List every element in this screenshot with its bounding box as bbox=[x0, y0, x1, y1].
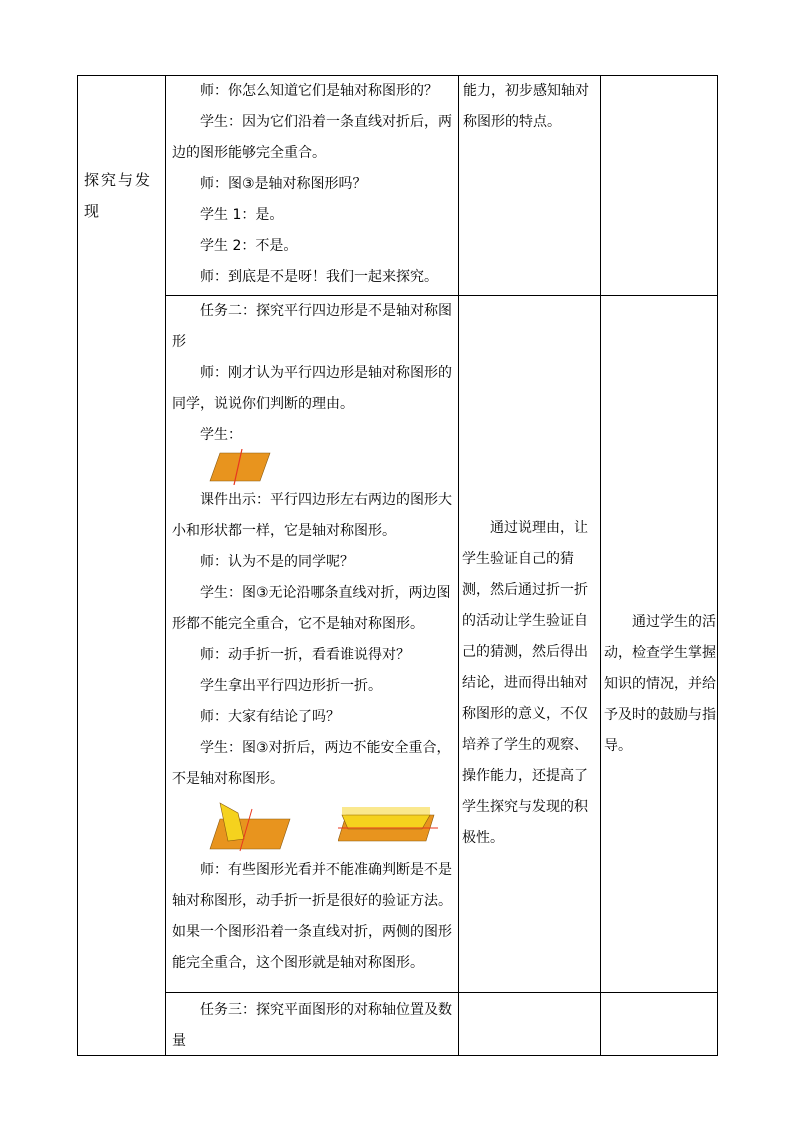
folding-figures bbox=[172, 795, 454, 855]
parallelogram-with-axis-icon bbox=[208, 449, 272, 485]
parallelogram-figure bbox=[172, 451, 454, 485]
column-divider bbox=[458, 75, 459, 1056]
dialogue-line: 学生： bbox=[200, 427, 242, 443]
evaluation-text: 通过学生的活动，检查学生掌握知识的情况，并给予及时的鼓励与指导。 bbox=[604, 614, 716, 754]
row1-design-intent bbox=[463, 76, 597, 138]
dialogue-line: 师：到底是不是呀！我们一起来探究。 bbox=[200, 269, 438, 285]
folded-parallelogram-horizontal-icon bbox=[338, 801, 438, 849]
dialogue-line: 学生：因为它们沿着一条直线对折后，两边的图形能够完全重合。 bbox=[172, 114, 452, 161]
dialogue-line: 课件出示：平行四边形左右两边的图形大小和形状都一样，它是轴对称图形。 bbox=[172, 492, 452, 539]
dialogue-line: 学生：图③无论沿哪条直线对折，两边图形都不能完全重合，它不是轴对称图形。 bbox=[172, 585, 451, 632]
dialogue-line: 学生 1：是。 bbox=[200, 207, 284, 223]
dialogue-line: 师：图③是轴对称图形吗？ bbox=[200, 176, 367, 192]
design-intent-text: 通过说理由，让学生验证自己的猜测，然后通过折一折的活动让学生验证自己的猜测，然后得出结论，进而得出轴对称图形的意义，不仅培养了学生的观察、操作能力，还提高了学生探究与发现的积极性。 bbox=[462, 520, 588, 846]
row2-teaching-content bbox=[172, 296, 454, 979]
dialogue-line: 师：你怎么知道它们是轴对称图形的？ bbox=[200, 83, 438, 99]
dialogue-line: 师：动手折一折，看看谁说得对？ bbox=[200, 647, 410, 663]
dialogue-line: 学生：图③对折后，两边不能安全重合，不是轴对称图形。 bbox=[172, 740, 451, 787]
row2-evaluation bbox=[604, 607, 716, 762]
row1-teaching-content bbox=[172, 76, 454, 293]
stage-label bbox=[78, 165, 166, 227]
task-heading: 任务三：探究平面图形的对称轴位置及数量 bbox=[172, 1002, 452, 1049]
design-intent-text: 能力，初步感知轴对称图形的特点。 bbox=[463, 83, 589, 130]
dialogue-line: 师：认为不是的同学呢？ bbox=[200, 554, 354, 570]
column-divider bbox=[600, 75, 601, 1056]
dialogue-line: 师：刚才认为平行四边形是轴对称图形的同学，说说你们判断的理由。 bbox=[172, 365, 452, 412]
task-heading: 任务二：探究平行四边形是不是轴对称图形 bbox=[172, 303, 452, 350]
dialogue-line: 师：大家有结论了吗？ bbox=[200, 709, 340, 725]
dialogue-line: 师：有些图形光看并不能准确判断是不是轴对称图形，动手折一折是很好的验证方法。如果一个图形沿着一条直线对折，两侧的图形能完全重合，这个图形就是轴对称图形。 bbox=[172, 862, 452, 971]
dialogue-line: 学生拿出平行四边形折一折。 bbox=[200, 678, 382, 694]
folded-parallelogram-diagonal-icon bbox=[204, 801, 296, 853]
dialogue-line: 学生 2：不是。 bbox=[200, 238, 298, 254]
row3-teaching-content bbox=[172, 995, 454, 1057]
row-divider bbox=[165, 992, 718, 993]
table-border-right bbox=[717, 75, 718, 1056]
row2-design-intent bbox=[462, 513, 598, 854]
stage-text: 探究与发现 bbox=[84, 171, 153, 220]
